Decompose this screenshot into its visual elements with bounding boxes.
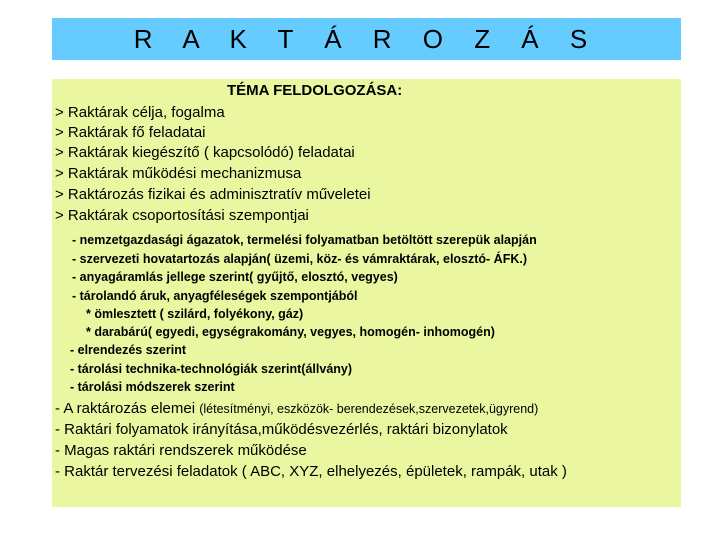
- sub-item: - elrendezés szerint: [70, 343, 187, 357]
- content-panel: [52, 79, 681, 507]
- bottom-item: - Magas raktári rendszerek működése: [55, 442, 307, 459]
- bottom-item: - Raktár tervezési feladatok ( ABC, XYZ, elhelyezés, épületek, rampák, utak ): [55, 463, 567, 480]
- bottom-item: - Raktári folyamatok irányítása,működésvezérlés, raktári bizonylatok: [55, 421, 508, 438]
- sub-item: * ömlesztett ( szilárd, folyékony, gáz): [86, 307, 304, 321]
- sub-item: * darabárú( egyedi, egységrakomány, vegyes, homogén- inhomogén): [86, 325, 495, 339]
- sub-item: - tárolási technika-technológiák szerint(állvány): [70, 362, 353, 376]
- sub-item: - tárolási módszerek szerint: [70, 380, 235, 394]
- main-item: > Raktárak fő feladatai: [55, 124, 206, 141]
- sub-item: - nemzetgazdasági ágazatok, termelési folyamatban betöltött szerepük alapján: [72, 233, 537, 247]
- main-item: > Raktárak kiegészítő ( kapcsolódó) feladatai: [55, 144, 355, 161]
- main-item: > Raktárak működési mechanizmusa: [55, 165, 302, 182]
- sub-item: - tárolandó áruk, anyagféleségek szempontjából: [72, 289, 358, 303]
- bottom-item-main: - A raktározás elemei: [55, 400, 200, 417]
- bottom-item: [55, 400, 538, 417]
- main-item: > Raktárak célja, fogalma: [55, 104, 225, 121]
- main-item: > Raktárak csoportosítási szempontjai: [55, 207, 309, 224]
- page-title: R A K T Á R O Z Á S: [133, 23, 600, 54]
- sub-item: - anyagáramlás jellege szerint( gyűjtő, elosztó, vegyes): [72, 270, 398, 284]
- sub-item: - szervezeti hovatartozás alapján( üzemi, köz- és vámraktárak, elosztó- ÁFK.): [72, 252, 528, 266]
- bottom-item-note: (létesítményi, eszközök- berendezések,szervezetek,ügyrend): [199, 402, 539, 416]
- main-item: > Raktározás fizikai és adminisztratív műveletei: [55, 186, 371, 203]
- title-banner: [52, 18, 681, 60]
- section-heading: TÉMA FELDOLGOZÁSA:: [227, 82, 403, 99]
